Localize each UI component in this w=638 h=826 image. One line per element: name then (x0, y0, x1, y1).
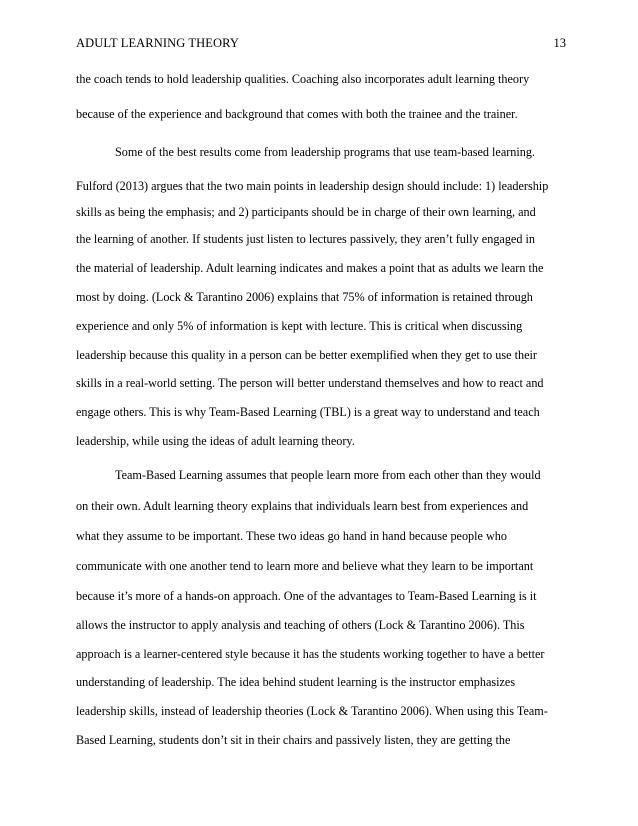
page-number: 13 (553, 36, 566, 50)
paragraph-start-line: Team-Based Learning assumes that people learn more from each other than they would (115, 468, 541, 482)
body-line: leadership, while using the ideas of adult learning theory. (76, 434, 355, 448)
body-line: understanding of leadership. The idea behind student learning is the instructor emphasizes (76, 675, 516, 689)
body-line: because of the experience and background that comes with both the trainee and the trainer. (76, 107, 518, 121)
paragraph-start-line: Some of the best results come from leadership programs that use team-based learning. (115, 145, 536, 159)
body-line: the coach tends to hold leadership qualities. Coaching also incorporates adult learning theory (76, 72, 530, 86)
body-line: approach is a learner-centered style because it has the students working together to have a better (76, 647, 545, 661)
body-line: the learning of another. If students just listen to lectures passively, they aren’t fully engaged in (76, 232, 535, 246)
body-line: what they assume to be important. These two ideas go hand in hand because people who (76, 529, 507, 543)
body-line: the material of leadership. Adult learning indicates and makes a point that as adults we learn the (76, 261, 544, 275)
body-line: skills in a real-world setting. The person will better understand themselves and how to react and (76, 376, 544, 390)
running-head: ADULT LEARNING THEORY (76, 36, 239, 50)
body-line: leadership because this quality in a person can be better exemplified when they get to use their (76, 348, 537, 362)
body-line: leadership skills, instead of leadership theories (Lock & Tarantino 2006). When using this Team- (76, 704, 548, 718)
body-line: because it’s more of a hands-on approach. One of the advantages to Team-Based Learning is it (76, 589, 537, 603)
body-line: skills as being the emphasis; and 2) participants should be in charge of their own learning, and (76, 205, 536, 219)
body-line: allows the instructor to apply analysis and teaching of others (Lock & Tarantino 2006). This (76, 618, 525, 632)
body-line: communicate with one another tend to learn more and believe what they learn to be important (76, 559, 534, 573)
body-line: on their own. Adult learning theory explains that individuals learn best from experiences and (76, 499, 529, 513)
body-line: experience and only 5% of information is kept with lecture. This is critical when discussing (76, 319, 523, 333)
body-line: Based Learning, students don’t sit in their chairs and passively listen, they are getting the (76, 733, 511, 747)
body-line: engage others. This is why Team-Based Learning (TBL) is a great way to understand and teach (76, 405, 540, 419)
body-line: most by doing. (Lock & Tarantino 2006) explains that 75% of information is retained through (76, 290, 533, 304)
body-line: Fulford (2013) argues that the two main points in leadership design should include: 1) leadership (76, 179, 549, 193)
